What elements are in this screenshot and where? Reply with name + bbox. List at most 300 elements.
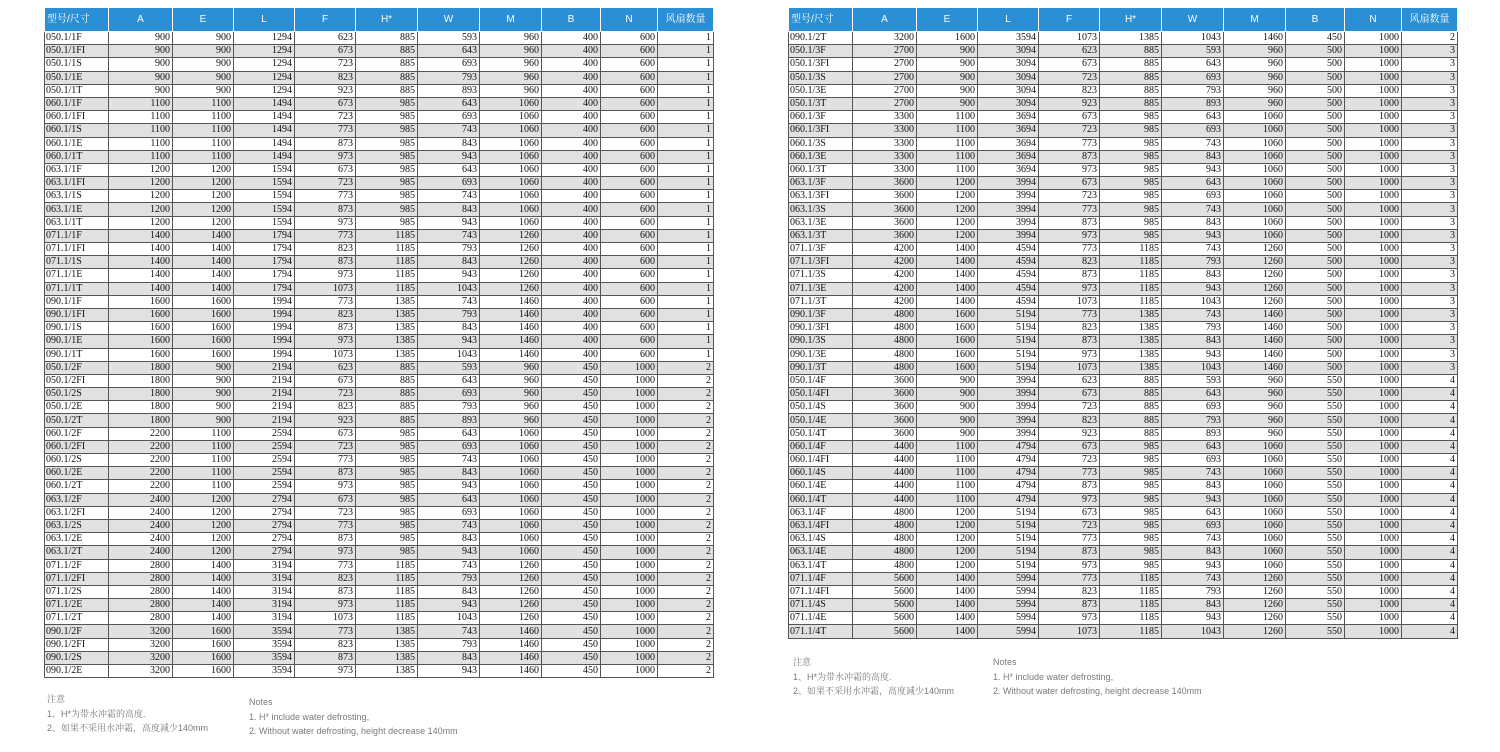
cell-b: 400 bbox=[542, 203, 601, 216]
cell-h: 885 bbox=[1100, 427, 1162, 440]
cell-f: 1073 bbox=[1039, 361, 1100, 374]
cell-fan-count: 2 bbox=[658, 651, 714, 664]
table-body bbox=[45, 32, 714, 678]
cell-model: 063.1/1S bbox=[45, 190, 109, 203]
cell-n: 1000 bbox=[1345, 361, 1402, 374]
cell-model: 090.1/1S bbox=[45, 322, 109, 335]
cell-w: 693 bbox=[1162, 519, 1224, 532]
cell-b: 500 bbox=[1286, 97, 1345, 110]
cell-h: 1385 bbox=[1100, 335, 1162, 348]
cell-f: 673 bbox=[295, 493, 356, 506]
cell-b: 550 bbox=[1286, 388, 1345, 401]
cell-n: 600 bbox=[601, 137, 658, 150]
cell-model: 071.1/4FI bbox=[789, 585, 853, 598]
table-row bbox=[789, 32, 1458, 45]
cell-b: 500 bbox=[1286, 71, 1345, 84]
cell-fan-count: 3 bbox=[1402, 124, 1458, 137]
cell-m: 1460 bbox=[480, 335, 542, 348]
cell-n: 1000 bbox=[601, 440, 658, 453]
cell-m: 960 bbox=[480, 84, 542, 97]
cell-a: 900 bbox=[109, 71, 173, 84]
cell-e: 1100 bbox=[917, 440, 978, 453]
cell-w: 1043 bbox=[418, 348, 480, 361]
cell-fan-count: 3 bbox=[1402, 84, 1458, 97]
cell-m: 1060 bbox=[480, 467, 542, 480]
cell-model: 050.1/3F bbox=[789, 45, 853, 58]
cell-a: 1400 bbox=[109, 269, 173, 282]
cell-l: 3694 bbox=[978, 163, 1039, 176]
cell-n: 1000 bbox=[601, 665, 658, 678]
cell-a: 2200 bbox=[109, 467, 173, 480]
cell-fan-count: 3 bbox=[1402, 243, 1458, 256]
cell-e: 900 bbox=[173, 58, 234, 71]
cell-w: 743 bbox=[418, 124, 480, 137]
cell-h: 985 bbox=[1100, 506, 1162, 519]
cell-h: 985 bbox=[1100, 163, 1162, 176]
cell-n: 600 bbox=[601, 216, 658, 229]
cell-h: 985 bbox=[356, 519, 418, 532]
cell-n: 1000 bbox=[1345, 348, 1402, 361]
cell-a: 1200 bbox=[109, 203, 173, 216]
table-row bbox=[789, 519, 1458, 532]
cell-b: 550 bbox=[1286, 414, 1345, 427]
cell-e: 1200 bbox=[173, 533, 234, 546]
cell-h: 985 bbox=[356, 546, 418, 559]
cell-a: 2800 bbox=[109, 572, 173, 585]
cell-a: 2200 bbox=[109, 440, 173, 453]
table-row bbox=[789, 58, 1458, 71]
cell-n: 1000 bbox=[1345, 480, 1402, 493]
cell-l: 5194 bbox=[978, 559, 1039, 572]
cell-b: 500 bbox=[1286, 256, 1345, 269]
cell-model: 063.1/4S bbox=[789, 533, 853, 546]
cell-fan-count: 4 bbox=[1402, 625, 1458, 638]
cell-l: 1794 bbox=[234, 229, 295, 242]
cell-l: 1794 bbox=[234, 256, 295, 269]
cell-h: 985 bbox=[1100, 546, 1162, 559]
cell-fan-count: 3 bbox=[1402, 229, 1458, 242]
cell-n: 1000 bbox=[601, 493, 658, 506]
cell-a: 3300 bbox=[853, 150, 917, 163]
cell-w: 843 bbox=[418, 256, 480, 269]
cell-f: 823 bbox=[295, 572, 356, 585]
cell-f: 723 bbox=[295, 111, 356, 124]
cell-w: 843 bbox=[1162, 216, 1224, 229]
cell-w: 793 bbox=[1162, 414, 1224, 427]
cell-m: 1060 bbox=[480, 506, 542, 519]
cell-e: 1400 bbox=[173, 599, 234, 612]
cell-f: 773 bbox=[295, 519, 356, 532]
cell-b: 500 bbox=[1286, 111, 1345, 124]
cell-n: 600 bbox=[601, 97, 658, 110]
cell-n: 1000 bbox=[601, 388, 658, 401]
cell-f: 773 bbox=[1039, 467, 1100, 480]
cell-b: 500 bbox=[1286, 203, 1345, 216]
cell-b: 450 bbox=[542, 480, 601, 493]
table-row bbox=[789, 124, 1458, 137]
cell-model: 063.1/2E bbox=[45, 533, 109, 546]
cell-n: 1000 bbox=[1345, 572, 1402, 585]
cell-l: 1594 bbox=[234, 177, 295, 190]
cell-n: 1000 bbox=[601, 519, 658, 532]
cell-a: 4800 bbox=[853, 361, 917, 374]
cell-h: 985 bbox=[1100, 454, 1162, 467]
table-row bbox=[789, 203, 1458, 216]
cell-f: 773 bbox=[295, 190, 356, 203]
cell-b: 400 bbox=[542, 150, 601, 163]
cell-f: 1073 bbox=[1039, 625, 1100, 638]
cell-n: 1000 bbox=[1345, 45, 1402, 58]
cell-e: 900 bbox=[917, 388, 978, 401]
cell-fan-count: 4 bbox=[1402, 506, 1458, 519]
cell-fan-count: 3 bbox=[1402, 190, 1458, 203]
cell-e: 900 bbox=[917, 401, 978, 414]
cell-w: 943 bbox=[1162, 282, 1224, 295]
cell-n: 1000 bbox=[1345, 203, 1402, 216]
cell-w: 893 bbox=[418, 84, 480, 97]
cell-model: 090.1/2F bbox=[45, 625, 109, 638]
table-row bbox=[789, 361, 1458, 374]
cell-model: 071.1/1T bbox=[45, 282, 109, 295]
table-row bbox=[789, 348, 1458, 361]
cell-n: 1000 bbox=[601, 480, 658, 493]
cell-f: 673 bbox=[1039, 58, 1100, 71]
cell-h: 885 bbox=[1100, 388, 1162, 401]
cell-l: 3694 bbox=[978, 124, 1039, 137]
table-row bbox=[45, 71, 714, 84]
cell-m: 1060 bbox=[1224, 533, 1286, 546]
cell-model: 050.1/2S bbox=[45, 388, 109, 401]
cell-h: 985 bbox=[1100, 440, 1162, 453]
cell-model: 050.1/2FI bbox=[45, 374, 109, 387]
table-row bbox=[45, 599, 714, 612]
cell-b: 500 bbox=[1286, 58, 1345, 71]
cell-b: 450 bbox=[542, 401, 601, 414]
header-w: W bbox=[1162, 8, 1224, 32]
table-row bbox=[789, 480, 1458, 493]
cell-b: 450 bbox=[542, 665, 601, 678]
cell-a: 4800 bbox=[853, 506, 917, 519]
cell-e: 1400 bbox=[917, 282, 978, 295]
cell-h: 985 bbox=[356, 137, 418, 150]
cell-a: 3600 bbox=[853, 374, 917, 387]
cell-a: 3300 bbox=[853, 137, 917, 150]
cell-w: 693 bbox=[1162, 401, 1224, 414]
cell-h: 885 bbox=[356, 32, 418, 45]
cell-m: 1060 bbox=[1224, 467, 1286, 480]
cell-f: 873 bbox=[295, 203, 356, 216]
cell-fan-count: 3 bbox=[1402, 58, 1458, 71]
cell-w: 793 bbox=[418, 308, 480, 321]
cell-f: 723 bbox=[1039, 190, 1100, 203]
table-row bbox=[45, 282, 714, 295]
cell-b: 550 bbox=[1286, 401, 1345, 414]
cell-a: 3600 bbox=[853, 414, 917, 427]
cell-n: 600 bbox=[601, 177, 658, 190]
cell-n: 1000 bbox=[601, 559, 658, 572]
cell-b: 500 bbox=[1286, 243, 1345, 256]
cell-h: 985 bbox=[1100, 124, 1162, 137]
cell-l: 3694 bbox=[978, 137, 1039, 150]
cell-n: 600 bbox=[601, 111, 658, 124]
cell-fan-count: 1 bbox=[658, 295, 714, 308]
cell-l: 5994 bbox=[978, 572, 1039, 585]
cell-n: 600 bbox=[601, 45, 658, 58]
cell-fan-count: 1 bbox=[658, 269, 714, 282]
cell-a: 4800 bbox=[853, 348, 917, 361]
cell-m: 1060 bbox=[480, 493, 542, 506]
cell-m: 960 bbox=[1224, 374, 1286, 387]
cell-fan-count: 2 bbox=[1402, 32, 1458, 45]
cell-l: 3194 bbox=[234, 559, 295, 572]
cell-n: 1000 bbox=[1345, 427, 1402, 440]
table-row bbox=[789, 506, 1458, 519]
cell-h: 985 bbox=[1100, 190, 1162, 203]
cell-w: 1043 bbox=[1162, 295, 1224, 308]
cell-f: 673 bbox=[295, 374, 356, 387]
cell-b: 550 bbox=[1286, 440, 1345, 453]
cell-m: 1060 bbox=[480, 97, 542, 110]
cell-m: 1060 bbox=[1224, 559, 1286, 572]
cell-e: 1600 bbox=[173, 295, 234, 308]
cell-l: 2594 bbox=[234, 454, 295, 467]
cell-a: 3300 bbox=[853, 111, 917, 124]
cell-model: 063.1/3S bbox=[789, 203, 853, 216]
cell-f: 973 bbox=[1039, 348, 1100, 361]
cell-h: 1385 bbox=[356, 625, 418, 638]
cell-l: 2794 bbox=[234, 533, 295, 546]
table-row bbox=[789, 401, 1458, 414]
cell-l: 1594 bbox=[234, 163, 295, 176]
cell-h: 1385 bbox=[356, 651, 418, 664]
cell-w: 843 bbox=[1162, 150, 1224, 163]
cell-n: 600 bbox=[601, 269, 658, 282]
cell-w: 1043 bbox=[1162, 361, 1224, 374]
cell-l: 2794 bbox=[234, 546, 295, 559]
cell-e: 900 bbox=[173, 388, 234, 401]
cell-model: 063.1/4F bbox=[789, 506, 853, 519]
cell-h: 1385 bbox=[356, 348, 418, 361]
cell-f: 873 bbox=[1039, 480, 1100, 493]
cell-fan-count: 3 bbox=[1402, 71, 1458, 84]
cell-l: 1794 bbox=[234, 243, 295, 256]
cell-e: 1100 bbox=[173, 97, 234, 110]
cell-m: 1460 bbox=[480, 348, 542, 361]
cell-m: 1460 bbox=[480, 322, 542, 335]
cell-e: 1400 bbox=[917, 585, 978, 598]
cell-fan-count: 1 bbox=[658, 282, 714, 295]
cell-n: 1000 bbox=[1345, 388, 1402, 401]
header-b: B bbox=[1286, 8, 1345, 32]
cell-m: 1060 bbox=[480, 427, 542, 440]
cell-e: 1100 bbox=[173, 111, 234, 124]
cell-f: 923 bbox=[295, 414, 356, 427]
cell-e: 1400 bbox=[917, 599, 978, 612]
cell-model: 050.1/2E bbox=[45, 401, 109, 414]
cell-w: 943 bbox=[1162, 493, 1224, 506]
notes-title: 注意 bbox=[47, 694, 66, 704]
cell-f: 723 bbox=[295, 388, 356, 401]
cell-e: 1200 bbox=[917, 190, 978, 203]
cell-l: 3094 bbox=[978, 71, 1039, 84]
cell-f: 723 bbox=[1039, 454, 1100, 467]
notes-title: Notes bbox=[993, 657, 1017, 667]
cell-a: 1600 bbox=[109, 295, 173, 308]
cell-e: 1400 bbox=[917, 612, 978, 625]
cell-b: 550 bbox=[1286, 612, 1345, 625]
table-row bbox=[45, 124, 714, 137]
cell-model: 060.1/1T bbox=[45, 150, 109, 163]
cell-l: 2594 bbox=[234, 440, 295, 453]
cell-a: 3600 bbox=[853, 229, 917, 242]
cell-a: 4200 bbox=[853, 256, 917, 269]
cell-n: 1000 bbox=[1345, 97, 1402, 110]
cell-e: 1600 bbox=[173, 651, 234, 664]
table-row bbox=[45, 546, 714, 559]
cell-l: 3194 bbox=[234, 612, 295, 625]
cell-h: 885 bbox=[1100, 84, 1162, 97]
cell-f: 973 bbox=[295, 269, 356, 282]
cell-model: 071.1/4F bbox=[789, 572, 853, 585]
cell-h: 1185 bbox=[356, 599, 418, 612]
header-f: F bbox=[1039, 8, 1100, 32]
cell-a: 3200 bbox=[109, 638, 173, 651]
cell-a: 4800 bbox=[853, 533, 917, 546]
cell-f: 673 bbox=[1039, 440, 1100, 453]
cell-b: 400 bbox=[542, 58, 601, 71]
cell-b: 450 bbox=[1286, 32, 1345, 45]
cell-model: 050.1/4S bbox=[789, 401, 853, 414]
cell-w: 943 bbox=[418, 480, 480, 493]
cell-e: 1100 bbox=[173, 137, 234, 150]
cell-l: 1994 bbox=[234, 322, 295, 335]
cell-f: 723 bbox=[295, 506, 356, 519]
cell-e: 1600 bbox=[173, 665, 234, 678]
cell-f: 623 bbox=[1039, 374, 1100, 387]
cell-a: 2800 bbox=[109, 559, 173, 572]
cell-h: 1385 bbox=[356, 295, 418, 308]
note-line: 1. H* include water defrosting, bbox=[993, 672, 1114, 682]
cell-fan-count: 3 bbox=[1402, 348, 1458, 361]
cell-n: 1000 bbox=[1345, 625, 1402, 638]
cell-e: 1600 bbox=[173, 322, 234, 335]
header-row bbox=[45, 8, 714, 32]
cell-f: 873 bbox=[1039, 546, 1100, 559]
cell-model: 050.1/1FI bbox=[45, 45, 109, 58]
cell-w: 643 bbox=[418, 163, 480, 176]
cell-e: 1400 bbox=[917, 256, 978, 269]
cell-m: 1060 bbox=[1224, 493, 1286, 506]
cell-b: 500 bbox=[1286, 150, 1345, 163]
cell-m: 1460 bbox=[1224, 348, 1286, 361]
cell-e: 900 bbox=[917, 427, 978, 440]
cell-model: 071.1/2S bbox=[45, 585, 109, 598]
cell-n: 1000 bbox=[1345, 163, 1402, 176]
cell-n: 1000 bbox=[1345, 374, 1402, 387]
cell-f: 673 bbox=[295, 97, 356, 110]
cell-fan-count: 1 bbox=[658, 58, 714, 71]
cell-h: 885 bbox=[356, 45, 418, 58]
cell-h: 985 bbox=[356, 203, 418, 216]
cell-model: 071.1/4T bbox=[789, 625, 853, 638]
cell-m: 1060 bbox=[480, 163, 542, 176]
cell-l: 5194 bbox=[978, 322, 1039, 335]
cell-m: 1060 bbox=[1224, 440, 1286, 453]
cell-model: 063.1/3FI bbox=[789, 190, 853, 203]
table-row bbox=[45, 388, 714, 401]
cell-f: 973 bbox=[295, 216, 356, 229]
table-row bbox=[45, 137, 714, 150]
cell-n: 600 bbox=[601, 348, 658, 361]
cell-b: 400 bbox=[542, 190, 601, 203]
cell-n: 1000 bbox=[1345, 150, 1402, 163]
cell-n: 600 bbox=[601, 322, 658, 335]
cell-l: 1494 bbox=[234, 150, 295, 163]
cell-fan-count: 3 bbox=[1402, 177, 1458, 190]
cell-model: 060.1/1F bbox=[45, 97, 109, 110]
cell-w: 693 bbox=[1162, 124, 1224, 137]
cell-w: 893 bbox=[418, 414, 480, 427]
cell-fan-count: 2 bbox=[658, 454, 714, 467]
cell-h: 985 bbox=[356, 177, 418, 190]
cell-b: 400 bbox=[542, 269, 601, 282]
cell-l: 3694 bbox=[978, 150, 1039, 163]
cell-b: 400 bbox=[542, 256, 601, 269]
cell-h: 985 bbox=[356, 467, 418, 480]
cell-w: 693 bbox=[418, 440, 480, 453]
cell-l: 3994 bbox=[978, 229, 1039, 242]
cell-a: 4400 bbox=[853, 454, 917, 467]
cell-fan-count: 4 bbox=[1402, 572, 1458, 585]
cell-b: 550 bbox=[1286, 572, 1345, 585]
cell-model: 060.1/2S bbox=[45, 454, 109, 467]
cell-m: 960 bbox=[480, 71, 542, 84]
cell-w: 843 bbox=[1162, 269, 1224, 282]
cell-b: 550 bbox=[1286, 506, 1345, 519]
cell-f: 673 bbox=[1039, 506, 1100, 519]
cell-n: 1000 bbox=[1345, 282, 1402, 295]
cell-l: 5194 bbox=[978, 519, 1039, 532]
cell-w: 843 bbox=[418, 533, 480, 546]
cell-b: 450 bbox=[542, 427, 601, 440]
cell-l: 5194 bbox=[978, 533, 1039, 546]
cell-n: 1000 bbox=[1345, 493, 1402, 506]
cell-e: 1400 bbox=[917, 243, 978, 256]
cell-a: 4200 bbox=[853, 269, 917, 282]
cell-model: 060.1/1S bbox=[45, 124, 109, 137]
table-row bbox=[789, 454, 1458, 467]
table-row bbox=[45, 374, 714, 387]
cell-w: 943 bbox=[1162, 348, 1224, 361]
cell-b: 450 bbox=[542, 414, 601, 427]
cell-fan-count: 2 bbox=[658, 414, 714, 427]
table-row bbox=[789, 97, 1458, 110]
cell-l: 3694 bbox=[978, 111, 1039, 124]
cell-b: 400 bbox=[542, 229, 601, 242]
cell-h: 985 bbox=[356, 124, 418, 137]
cell-w: 1043 bbox=[418, 282, 480, 295]
cell-fan-count: 2 bbox=[658, 533, 714, 546]
cell-fan-count: 2 bbox=[658, 638, 714, 651]
cell-h: 885 bbox=[1100, 374, 1162, 387]
cell-e: 1200 bbox=[173, 203, 234, 216]
cell-model: 090.1/1T bbox=[45, 348, 109, 361]
cell-e: 1200 bbox=[173, 177, 234, 190]
cell-e: 900 bbox=[917, 71, 978, 84]
cell-e: 1100 bbox=[917, 163, 978, 176]
cell-fan-count: 2 bbox=[658, 585, 714, 598]
cell-f: 723 bbox=[1039, 519, 1100, 532]
